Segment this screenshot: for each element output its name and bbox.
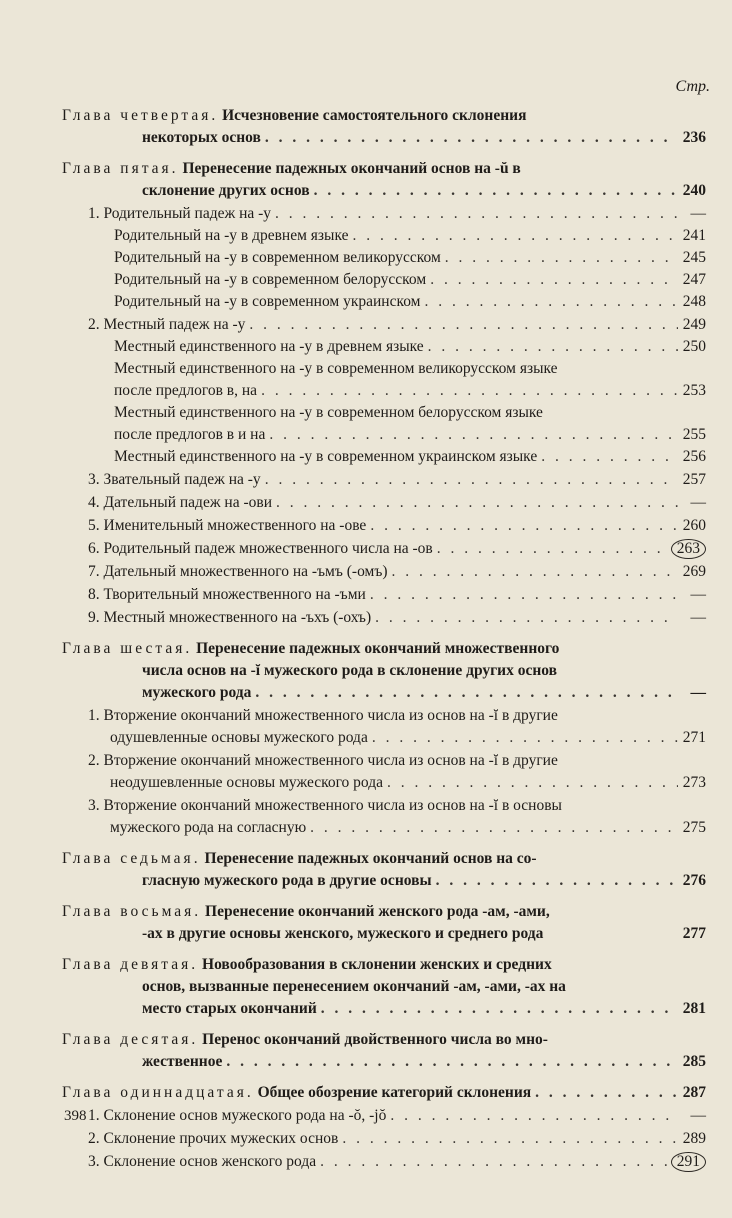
toc-leader-line [62,998,706,1020]
page-ref: — [690,205,706,222]
toc-chapter [62,1082,706,1104]
toc-leader-line [88,492,706,514]
dot-leader [320,1151,667,1173]
toc-leader-line [88,772,706,794]
toc-heading-line [62,848,706,870]
toc-item [62,446,706,468]
toc-entry-text: 9. Местный множественного на -ъхъ (-охъ) [88,609,372,626]
chapter-title: Перенесение падежных окончаний множественного [192,640,560,657]
toc-leader-line [88,607,706,629]
toc-leader-line [88,561,706,583]
dot-leader [370,515,678,537]
dot-leader [437,538,667,560]
dot-leader [390,1105,678,1127]
toc-entry-text: после предлогов в и на [114,426,266,443]
toc-chapter [62,105,706,149]
chapter-title: Общее обозрение категорий склонения [253,1084,532,1101]
chapter-title-continued: числа основ на -ĭ мужеского рода в склонение других основ [142,662,557,679]
toc-leader-line [62,127,706,149]
dot-leader [321,998,678,1020]
toc-heading-line [62,638,706,660]
toc-chapter [62,158,706,202]
page-ref: 260 [682,517,706,534]
dot-leader [541,446,678,468]
page-ref: 285 [682,1053,706,1070]
toc-leader-line [114,291,706,313]
dot-leader [275,203,678,225]
page-number: 398 [64,1108,87,1124]
toc-heading-line [62,954,706,976]
toc-item [62,469,706,491]
toc-entry-text: 2. Местный падеж на -у [88,316,246,333]
dot-leader [249,314,678,336]
page-ref: 253 [682,382,706,399]
page-ref: 256 [682,448,706,465]
dot-leader [375,607,678,629]
dot-leader [372,727,678,749]
toc-leader-line [88,203,706,225]
chapter-label: Глава седьмая. [62,850,201,867]
toc-item [62,269,706,291]
toc-leader-line [62,870,706,892]
toc-leader-line [88,1151,706,1173]
page-ref: 245 [682,249,706,266]
toc-entry-text: мужеского рода на согласную [110,819,307,836]
toc-entry-text: Родительный на -у в современном украинском [114,293,421,310]
page-ref: 273 [682,774,706,791]
page-ref: 263 [676,540,700,557]
toc-entry-text: 1. Родительный падеж на -у [88,205,272,222]
dot-leader [265,127,678,149]
chapter-title: Перенесение падежных окончаний основ на со- [200,850,537,867]
toc-entry-text: 7. Дательный множественного на -ъмъ (-омъ) [88,563,388,580]
dot-leader [226,1051,678,1073]
toc-item-text: Местный единственного на -у в современном белорусском языке [114,404,543,421]
toc-entry-text: одушевленные основы мужеского рода [110,729,368,746]
toc-entry-text: жественное [142,1053,223,1070]
page-ref: 257 [682,471,706,488]
toc-heading-line [62,158,706,180]
dot-leader [428,336,678,358]
toc-entry-text: 1. Склонение основ мужеского рода на -ŏ, -jŏ [88,1107,387,1124]
toc-entry-text: Родительный на -у в современном великорусском [114,249,441,266]
toc-leader-line [88,538,706,560]
toc-item [62,336,706,358]
page-ref [671,538,706,560]
toc-leader-line [88,469,706,491]
toc-chapter [62,1029,706,1073]
toc-entry-text: склонение других основ [142,182,310,199]
toc-item [62,750,706,794]
dot-leader [342,1128,678,1150]
page-ref: — [690,609,706,626]
toc-leader-line [114,424,706,446]
toc-chapter [62,901,706,945]
dot-leader [445,247,678,269]
table-of-contents [62,96,706,1173]
toc-item [62,314,706,336]
page-ref: — [690,1107,706,1124]
handwritten-circle-mark [671,1152,706,1172]
page-ref: 281 [682,1000,706,1017]
toc-entry-text: Родительный на -у в современном белорусском [114,271,427,288]
toc-heading-line [62,901,706,923]
dot-leader [352,225,678,247]
chapter-title: Перенесение падежных окончаний основ на -ŭ в [178,160,521,177]
page-ref: 271 [682,729,706,746]
toc-item [62,358,706,402]
toc-leader-line [62,180,706,202]
page-ref [671,1151,706,1173]
toc-leader-line [88,1128,706,1150]
toc-item [62,492,706,514]
dot-leader [255,682,678,704]
toc-item [62,225,706,247]
dot-leader [535,1082,678,1104]
toc-leader-line [88,584,706,606]
toc-leader-line [62,682,706,704]
chapter-label: Глава пятая. [62,160,179,177]
toc-item [62,1151,706,1173]
dot-leader [314,180,678,202]
page-ref: 275 [682,819,706,836]
page-ref: 291 [676,1153,700,1170]
toc-leader-line [114,247,706,269]
toc-item-text: Местный единственного на -у в современном великорусском языке [114,360,558,377]
chapter-label: Глава четвертая. [62,107,219,124]
toc-leader-line [88,1105,706,1127]
toc-item [62,705,706,749]
page-ref: 277 [682,925,706,942]
toc-item [62,561,706,583]
page-ref: 276 [682,872,706,889]
toc-entry-text: 8. Творительный множественного на -ъми [88,586,366,603]
toc-item [62,291,706,313]
page-ref: — [690,494,706,511]
dot-leader [310,817,678,839]
toc-entry-text: Местный единственного на -у в древнем языке [114,338,424,355]
chapter-title: Новообразования в склонении женских и средних [198,956,552,973]
chapter-label: Глава десятая. [62,1031,199,1048]
chapter-label: Глава шестая. [62,640,193,657]
page-ref: 236 [682,129,706,146]
toc-leader-line [88,817,706,839]
toc-chapter [62,638,706,704]
toc-item [62,607,706,629]
toc-chapter [62,954,706,1020]
toc-entry-text: некоторых основ [142,129,261,146]
dot-leader [370,584,678,606]
toc-item-text: 3. Вторжение окончаний множественного числа из основ на -ĭ в основы [88,797,562,814]
toc-entry-text: 5. Именительный множественного на -ове [88,517,367,534]
toc-item [62,515,706,537]
toc-entry-text: неодушевленные основы мужеского рода [110,774,383,791]
toc-entry-text: 3. Звательный падеж на -у [88,471,261,488]
toc-item [62,402,706,446]
dot-leader [436,870,678,892]
page-ref: 249 [682,316,706,333]
dot-leader [392,561,678,583]
toc-leader-line [88,515,706,537]
toc-item-text: 2. Вторжение окончаний множественного числа из основ на -ĭ в другие [88,752,558,769]
toc-leader-line [88,314,706,336]
page-ref: 250 [682,338,706,355]
toc-item [62,538,706,560]
toc-entry-text: Местный единственного на -у в современном украинском языке [114,448,538,465]
handwritten-circle-mark [671,539,706,559]
toc-heading-line [62,1029,706,1051]
toc-item-text: 1. Вторжение окончаний множественного числа из основ на -ĭ в другие [88,707,558,724]
dot-leader [269,424,678,446]
toc-entry-text: 4. Дательный падеж на -ови [88,494,272,511]
toc-leader-line [62,923,706,945]
page-ref: — [690,684,706,701]
toc-leader-line [62,1051,706,1073]
dot-leader [424,291,678,313]
toc-item [62,795,706,839]
toc-leader-line [62,1082,706,1104]
page-ref: 247 [682,271,706,288]
toc-entry-text: Родительный на -у в древнем языке [114,227,349,244]
page-ref: 269 [682,563,706,580]
toc-entry-text: 2. Склонение прочих мужеских основ [88,1130,339,1147]
chapter-title: Перенос окончаний двойственного числа во мно- [198,1031,548,1048]
toc-heading-line [62,105,706,127]
toc-item [62,1105,706,1127]
page-ref: 287 [682,1084,706,1101]
toc-leader-line [114,380,706,402]
toc-entry-text: мужеского рода [142,684,252,701]
toc-leader-line [114,446,706,468]
dot-leader [276,492,678,514]
toc-entry-text: 6. Родительный падеж множественного числа на -ов [88,540,433,557]
toc-chapter [62,848,706,892]
page-ref: 255 [682,426,706,443]
dot-leader [387,772,678,794]
dot-leader [265,469,678,491]
toc-entry-text: место старых окончаний [142,1000,317,1017]
page-ref: 240 [682,182,706,199]
page-ref: 248 [682,293,706,310]
toc-entry-text: гласную мужеского рода в другие основы [142,872,432,889]
chapter-label: Глава девятая. [62,956,199,973]
toc-entry-text: 3. Склонение основ женского рода [88,1153,317,1170]
toc-entry-text: -ах в другие основы женского, мужеского и среднего рода [142,925,544,942]
chapter-title: Исчезновение самостоятельного склонения [218,107,527,124]
toc-item [62,584,706,606]
toc-item [62,1128,706,1150]
chapter-label: Глава одиннадцатая. [62,1084,254,1101]
toc-leader-line [88,727,706,749]
page-ref: — [690,586,706,603]
toc-leader-line [114,269,706,291]
dot-leader [430,269,678,291]
page-ref: 241 [682,227,706,244]
toc-leader-line [114,225,706,247]
toc-item [62,247,706,269]
page-column-header: Стр. [675,78,710,95]
toc-leader-line [114,336,706,358]
dot-leader [261,380,678,402]
toc-item [62,203,706,225]
chapter-label: Глава восьмая. [62,903,202,920]
page-ref: 289 [682,1130,706,1147]
chapter-title-continued: основ, вызванные перенесением окончаний -ам, -ами, -ах на [142,978,566,995]
toc-entry-text: после предлогов в, на [114,382,258,399]
chapter-title: Перенесение окончаний женского рода -ам, -ами, [201,903,550,920]
